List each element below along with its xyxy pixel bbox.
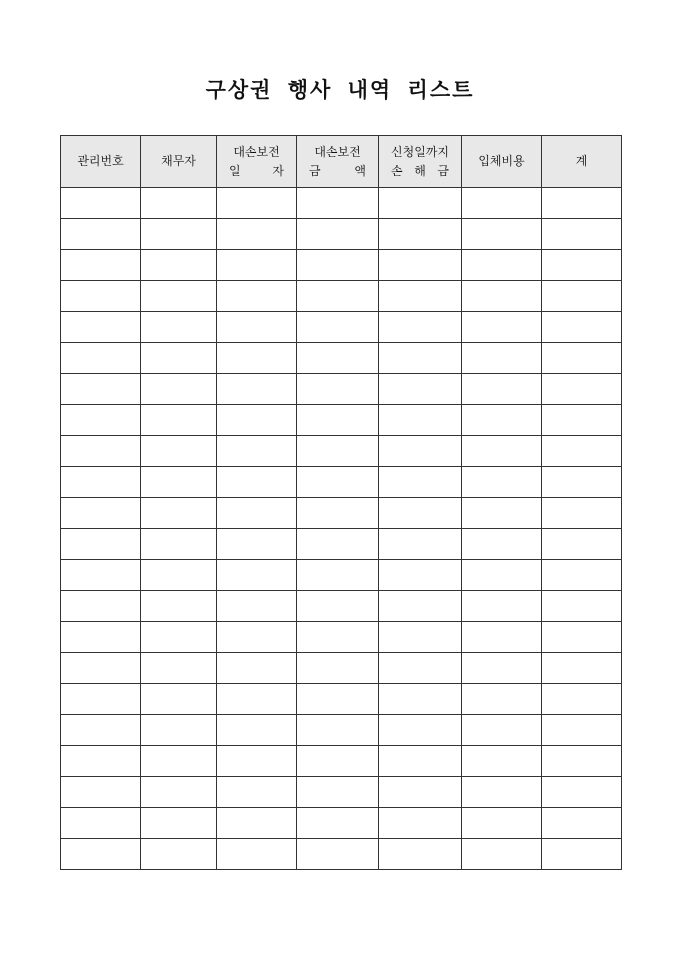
table-cell[interactable] bbox=[141, 746, 217, 777]
table-cell[interactable] bbox=[542, 777, 622, 808]
header-damages-until-application: 신청일까지 손 해 금 bbox=[379, 136, 462, 188]
table-cell[interactable] bbox=[542, 281, 622, 312]
table-cell[interactable] bbox=[462, 219, 542, 250]
table-header-row bbox=[61, 136, 622, 188]
table-cell[interactable] bbox=[379, 374, 462, 405]
table-cell[interactable] bbox=[141, 653, 217, 684]
table-cell[interactable] bbox=[297, 560, 379, 591]
table-cell[interactable] bbox=[462, 250, 542, 281]
table-cell[interactable] bbox=[297, 467, 379, 498]
table-cell[interactable] bbox=[297, 343, 379, 374]
table-row bbox=[61, 684, 622, 715]
header-total: 계 bbox=[542, 136, 622, 188]
table-cell[interactable] bbox=[462, 591, 542, 622]
header-bad-debt-amount: 대손보전 금 액 bbox=[297, 136, 379, 188]
table-cell[interactable] bbox=[61, 219, 141, 250]
table-cell[interactable] bbox=[379, 839, 462, 870]
table-cell[interactable] bbox=[61, 281, 141, 312]
table-cell[interactable] bbox=[462, 746, 542, 777]
table-cell[interactable] bbox=[141, 808, 217, 839]
table-cell[interactable] bbox=[297, 622, 379, 653]
table-cell[interactable] bbox=[141, 250, 217, 281]
table-cell[interactable] bbox=[141, 622, 217, 653]
table-cell[interactable] bbox=[297, 746, 379, 777]
table-cell[interactable] bbox=[141, 219, 217, 250]
table-cell[interactable] bbox=[217, 746, 297, 777]
table-cell[interactable] bbox=[297, 653, 379, 684]
table-cell[interactable] bbox=[217, 777, 297, 808]
table-cell[interactable] bbox=[217, 436, 297, 467]
table-cell[interactable] bbox=[61, 839, 141, 870]
table-cell[interactable] bbox=[379, 188, 462, 219]
table-cell[interactable] bbox=[61, 529, 141, 560]
table-cell[interactable] bbox=[61, 343, 141, 374]
table-cell[interactable] bbox=[462, 808, 542, 839]
table-cell[interactable] bbox=[217, 560, 297, 591]
table-cell[interactable] bbox=[297, 529, 379, 560]
table-cell[interactable] bbox=[61, 250, 141, 281]
table-cell[interactable] bbox=[379, 498, 462, 529]
table-cell[interactable] bbox=[297, 684, 379, 715]
table-cell[interactable] bbox=[297, 498, 379, 529]
table-cell[interactable] bbox=[297, 250, 379, 281]
table-cell[interactable] bbox=[141, 312, 217, 343]
table-cell[interactable] bbox=[379, 281, 462, 312]
table-cell[interactable] bbox=[379, 591, 462, 622]
table-cell[interactable] bbox=[217, 684, 297, 715]
table-cell[interactable] bbox=[217, 219, 297, 250]
table-cell[interactable] bbox=[297, 312, 379, 343]
table-cell[interactable] bbox=[462, 343, 542, 374]
table-row bbox=[61, 250, 622, 281]
table-cell[interactable] bbox=[61, 746, 141, 777]
table-cell[interactable] bbox=[141, 560, 217, 591]
table-cell[interactable] bbox=[61, 374, 141, 405]
table-cell[interactable] bbox=[542, 746, 622, 777]
table-cell[interactable] bbox=[61, 312, 141, 343]
table-cell[interactable] bbox=[141, 684, 217, 715]
table-cell[interactable] bbox=[141, 343, 217, 374]
table-cell[interactable] bbox=[379, 343, 462, 374]
table-cell[interactable] bbox=[462, 188, 542, 219]
table-cell[interactable] bbox=[217, 715, 297, 746]
table-row bbox=[61, 622, 622, 653]
table-cell[interactable] bbox=[141, 839, 217, 870]
table-row bbox=[61, 591, 622, 622]
table-cell[interactable] bbox=[141, 715, 217, 746]
table-cell[interactable] bbox=[542, 343, 622, 374]
table-cell[interactable] bbox=[462, 374, 542, 405]
table-cell[interactable] bbox=[542, 529, 622, 560]
table-cell[interactable] bbox=[379, 436, 462, 467]
table-row bbox=[61, 343, 622, 374]
table-cell[interactable] bbox=[379, 560, 462, 591]
table-cell[interactable] bbox=[297, 405, 379, 436]
table-cell[interactable] bbox=[61, 653, 141, 684]
table-cell[interactable] bbox=[379, 777, 462, 808]
table-cell[interactable] bbox=[61, 405, 141, 436]
table-cell[interactable] bbox=[61, 684, 141, 715]
table-cell[interactable] bbox=[542, 188, 622, 219]
table-cell[interactable] bbox=[61, 622, 141, 653]
header-management-number: 관리번호 bbox=[61, 136, 141, 188]
table-row bbox=[61, 219, 622, 250]
table-cell[interactable] bbox=[141, 467, 217, 498]
table-cell[interactable] bbox=[217, 653, 297, 684]
table-cell[interactable] bbox=[217, 343, 297, 374]
table-cell[interactable] bbox=[297, 808, 379, 839]
table-cell[interactable] bbox=[379, 684, 462, 715]
table-cell[interactable] bbox=[542, 684, 622, 715]
table-row bbox=[61, 839, 622, 870]
table-cell[interactable] bbox=[542, 250, 622, 281]
header-advance-costs: 입체비용 bbox=[462, 136, 542, 188]
table-cell[interactable] bbox=[379, 715, 462, 746]
table-row bbox=[61, 281, 622, 312]
table-cell[interactable] bbox=[141, 498, 217, 529]
table-row bbox=[61, 777, 622, 808]
table-cell[interactable] bbox=[462, 312, 542, 343]
table-cell[interactable] bbox=[61, 560, 141, 591]
table-cell[interactable] bbox=[217, 839, 297, 870]
table-cell[interactable] bbox=[217, 188, 297, 219]
table-cell[interactable] bbox=[217, 808, 297, 839]
table-cell[interactable] bbox=[462, 622, 542, 653]
table-cell[interactable] bbox=[462, 560, 542, 591]
table-row bbox=[61, 560, 622, 591]
table-cell[interactable] bbox=[379, 219, 462, 250]
table-cell[interactable] bbox=[61, 467, 141, 498]
table-cell[interactable] bbox=[542, 839, 622, 870]
table-row bbox=[61, 715, 622, 746]
table-cell[interactable] bbox=[217, 467, 297, 498]
table-row bbox=[61, 498, 622, 529]
table-cell[interactable] bbox=[542, 405, 622, 436]
table-cell[interactable] bbox=[379, 250, 462, 281]
table-cell[interactable] bbox=[297, 219, 379, 250]
table-cell[interactable] bbox=[542, 715, 622, 746]
table-cell[interactable] bbox=[141, 374, 217, 405]
table-row bbox=[61, 746, 622, 777]
table-cell[interactable] bbox=[462, 839, 542, 870]
table-cell[interactable] bbox=[217, 281, 297, 312]
table-row bbox=[61, 653, 622, 684]
table-row bbox=[61, 467, 622, 498]
table-cell[interactable] bbox=[217, 405, 297, 436]
table-cell[interactable] bbox=[297, 374, 379, 405]
table-row bbox=[61, 808, 622, 839]
table-cell[interactable] bbox=[61, 188, 141, 219]
table-cell[interactable] bbox=[542, 808, 622, 839]
table-cell[interactable] bbox=[217, 622, 297, 653]
table-cell[interactable] bbox=[61, 777, 141, 808]
table-cell[interactable] bbox=[462, 684, 542, 715]
table-cell[interactable] bbox=[141, 405, 217, 436]
table-cell[interactable] bbox=[141, 436, 217, 467]
table-cell[interactable] bbox=[542, 374, 622, 405]
table-cell[interactable] bbox=[542, 498, 622, 529]
table-cell[interactable] bbox=[462, 653, 542, 684]
header-debtor: 채무자 bbox=[141, 136, 217, 188]
table-cell[interactable] bbox=[379, 653, 462, 684]
table-row bbox=[61, 436, 622, 467]
table-cell[interactable] bbox=[542, 560, 622, 591]
table-cell[interactable] bbox=[61, 498, 141, 529]
table-cell[interactable] bbox=[217, 250, 297, 281]
table-cell[interactable] bbox=[379, 467, 462, 498]
table-cell[interactable] bbox=[379, 808, 462, 839]
table-cell[interactable] bbox=[141, 529, 217, 560]
table-cell[interactable] bbox=[297, 715, 379, 746]
table-cell[interactable] bbox=[462, 529, 542, 560]
table-body bbox=[61, 188, 622, 870]
table-cell[interactable] bbox=[297, 281, 379, 312]
table-cell[interactable] bbox=[141, 591, 217, 622]
table-cell[interactable] bbox=[217, 498, 297, 529]
table-row bbox=[61, 374, 622, 405]
table-cell[interactable] bbox=[297, 188, 379, 219]
table-cell[interactable] bbox=[297, 777, 379, 808]
table-cell[interactable] bbox=[379, 622, 462, 653]
table-cell[interactable] bbox=[462, 436, 542, 467]
table-cell[interactable] bbox=[217, 529, 297, 560]
table-cell[interactable] bbox=[297, 436, 379, 467]
table-cell[interactable] bbox=[61, 436, 141, 467]
table-cell[interactable] bbox=[462, 281, 542, 312]
table-cell[interactable] bbox=[379, 312, 462, 343]
table-cell[interactable] bbox=[141, 188, 217, 219]
table-cell[interactable] bbox=[542, 467, 622, 498]
table-cell[interactable] bbox=[217, 591, 297, 622]
table-cell[interactable] bbox=[379, 746, 462, 777]
table-cell[interactable] bbox=[462, 715, 542, 746]
claim-list-table bbox=[60, 135, 622, 870]
table-cell[interactable] bbox=[542, 436, 622, 467]
table-cell[interactable] bbox=[297, 591, 379, 622]
header-bad-debt-date: 대손보전 일 자 bbox=[217, 136, 297, 188]
table-row bbox=[61, 312, 622, 343]
table-row bbox=[61, 405, 622, 436]
table-cell[interactable] bbox=[141, 281, 217, 312]
table-cell[interactable] bbox=[217, 374, 297, 405]
table-row bbox=[61, 188, 622, 219]
table-cell[interactable] bbox=[141, 777, 217, 808]
table-cell[interactable] bbox=[542, 219, 622, 250]
table-cell[interactable] bbox=[61, 715, 141, 746]
table-cell[interactable] bbox=[462, 777, 542, 808]
table-cell[interactable] bbox=[542, 312, 622, 343]
table-cell[interactable] bbox=[542, 591, 622, 622]
table-cell[interactable] bbox=[217, 312, 297, 343]
table-cell[interactable] bbox=[297, 839, 379, 870]
table-cell[interactable] bbox=[542, 622, 622, 653]
table-cell[interactable] bbox=[61, 808, 141, 839]
table-cell[interactable] bbox=[379, 529, 462, 560]
table-cell[interactable] bbox=[542, 653, 622, 684]
table-cell[interactable] bbox=[462, 405, 542, 436]
page-title: 구상권 행사 내역 리스트 bbox=[205, 77, 475, 102]
table-cell[interactable] bbox=[61, 591, 141, 622]
table-cell[interactable] bbox=[462, 467, 542, 498]
table-cell[interactable] bbox=[379, 405, 462, 436]
table-row bbox=[61, 529, 622, 560]
table-cell[interactable] bbox=[462, 498, 542, 529]
